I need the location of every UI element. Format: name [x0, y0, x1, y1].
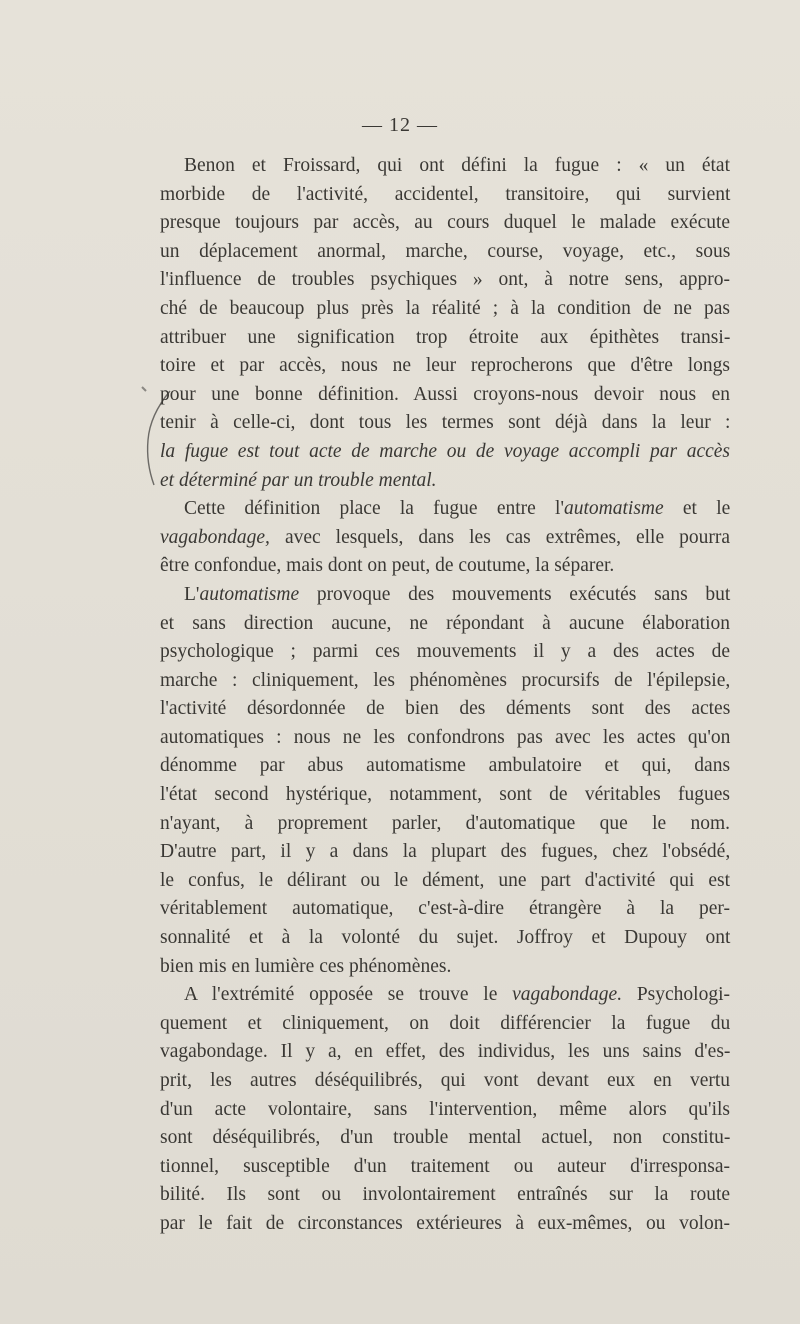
text-span: A l'extrémité opposée se trouve le — [184, 984, 513, 1006]
text-line: sont déséquilibrés, d'un trouble mental actuel, non constitu- — [160, 1127, 731, 1149]
page-number: — 12 — — [362, 114, 438, 136]
text-line — [160, 981, 730, 1010]
text-line: toire et par accès, nous ne leur reprocherons que d'être longs — [160, 355, 730, 377]
text-line: psychologique ; parmi ces mouvements il y a des actes de — [160, 641, 730, 663]
text-line: tenir à celle-ci, dont tous les termes sont déjà dans la leur : — [160, 412, 731, 434]
text-line: prit, les autres déséquilibrés, qui vont devant eux en vertu — [160, 1070, 731, 1091]
text-line: par le fait de circonstances extérieures à eux-mêmes, ou volon- — [160, 1212, 730, 1234]
text-span: Cette définition place la fugue entre l' — [184, 498, 564, 520]
italic-term: automatisme — [563, 498, 664, 520]
text-span: avec lesquels, dans les cas extrêmes, elle pourra — [269, 526, 730, 548]
text-span: et le — [663, 498, 731, 520]
text-line: D'autre part, il y a dans la plupart des fugues, chez l'obsédé, — [160, 841, 731, 863]
text-span: Psychologi- — [622, 984, 731, 1006]
text-line: véritablement automatique, c'est-à-dire étrangère à la per- — [160, 898, 730, 920]
text-line: tionnel, susceptible d'un traitement ou auteur d'irresponsa- — [160, 1155, 730, 1177]
text-line: pour une bonne définition. Aussi croyons-nous devoir nous en — [160, 383, 730, 405]
text-line: marche : cliniquement, les phénomènes procursifs de l'épilepsie, — [160, 669, 731, 691]
text-line: automatiques : nous ne les confondrons pas avec les actes qu'on — [160, 726, 731, 748]
text-line: le confus, le délirant ou le dément, une part d'activité qui est — [160, 869, 730, 891]
text-line: l'activité désordonnée de bien des déments sont des actes — [160, 698, 731, 720]
text-line: vagabondage. Il y a, en effet, des individus, les uns sains d'es- — [160, 1041, 731, 1063]
italic-term: automatisme — [199, 583, 300, 605]
text-line: bien mis en lumière ces phénomènes. — [160, 955, 452, 977]
text-line: presque toujours par accès, au cours duquel le malade exécute — [160, 212, 731, 234]
text-line — [160, 524, 730, 553]
text-line: l'état second hystérique, notamment, sont de véritables fugues — [160, 784, 730, 806]
text-line: et sans direction aucune, ne répondant à aucune élaboration — [160, 612, 731, 634]
text-line: Benon et Froissard, qui ont défini la fugue : « un état — [184, 155, 730, 176]
text-line: n'ayant, à proprement parler, d'automatique que le nom. — [160, 812, 731, 834]
text-span: L' — [184, 583, 200, 605]
text-span: provoque des mouvements exécutés sans but — [299, 583, 731, 605]
text-line: un déplacement anormal, marche, course, voyage, etc., sous — [160, 240, 731, 262]
text-line: quement et cliniquement, on doit différencier la fugue du — [160, 1012, 731, 1034]
text-line — [160, 495, 730, 524]
definition-italic-line: la fugue est tout acte de marche ou de voyage accompli par accès — [160, 440, 730, 462]
text-line: l'influence de troubles psychiques » ont, à notre sens, appro- — [160, 269, 730, 291]
text-line: bilité. Ils sont ou involontairement entraînés sur la route — [160, 1184, 731, 1206]
text-line: sonnalité et à la volonté du sujet. Joffroy et Dupouy ont — [160, 927, 731, 949]
text-line: ché de beaucoup plus près la réalité ; à la condition de ne pas — [160, 297, 730, 319]
text-line: dénomme par abus automatisme ambulatoire et qui, dans — [160, 755, 731, 777]
italic-term: vagabondage. — [512, 984, 623, 1006]
text-line — [160, 581, 730, 610]
text-line: d'un acte volontaire, sans l'intervention, même alors qu'ils — [160, 1098, 730, 1120]
body-text — [160, 152, 730, 1239]
text-line: morbide de l'activité, accidentel, transitoire, qui survient — [160, 183, 731, 205]
text-line: être confondue, mais dont on peut, de coutume, la séparer. — [160, 555, 615, 577]
text-line: attribuer une signification trop étroite aux épithètes transi- — [160, 326, 731, 348]
definition-italic-line: et déterminé par un trouble mental. — [160, 469, 437, 491]
italic-term: vagabondage, — [160, 526, 270, 548]
